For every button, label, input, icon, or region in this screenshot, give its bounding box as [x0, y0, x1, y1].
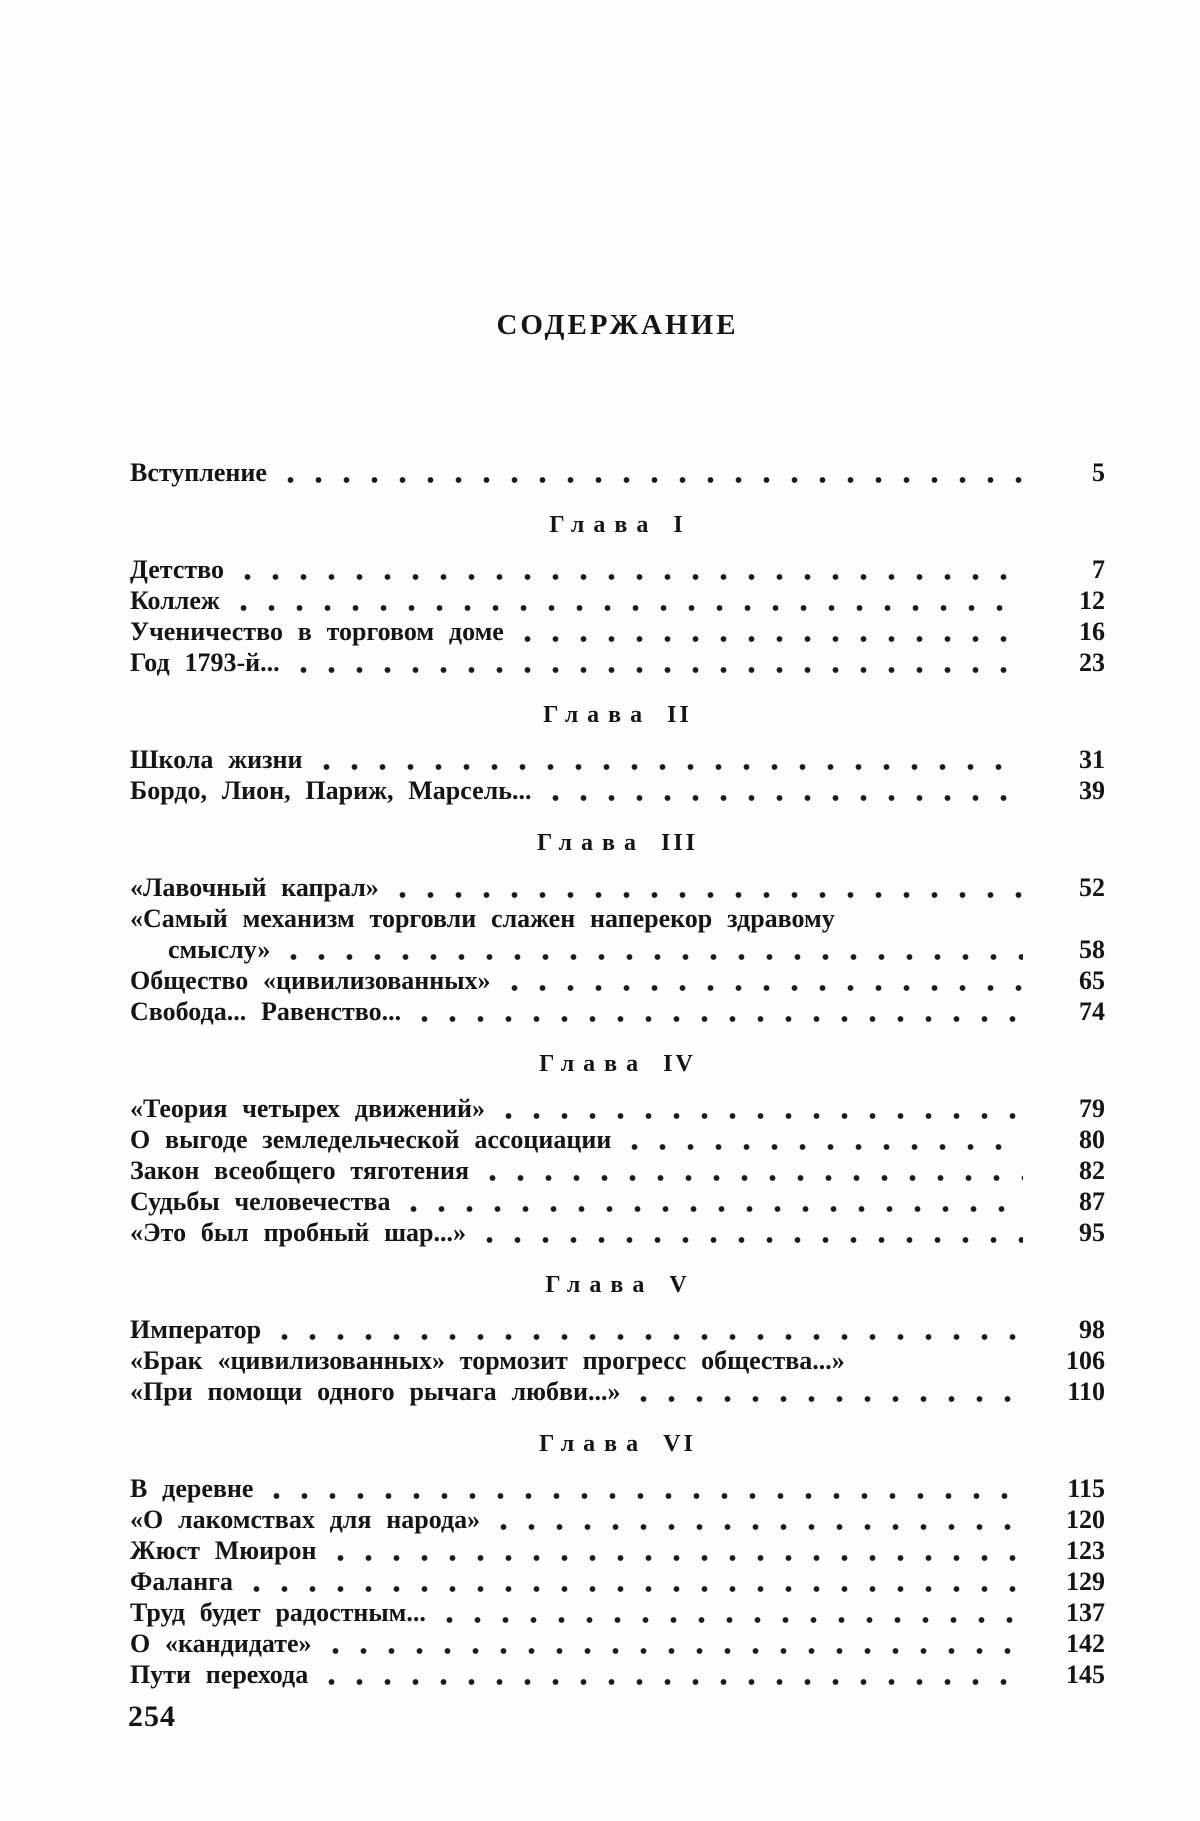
- dot-leader: [337, 1554, 1023, 1562]
- entry-page: 145: [1066, 1660, 1105, 1689]
- entry-title: Пути перехода: [130, 1660, 309, 1689]
- entry-page: 5: [1092, 458, 1105, 487]
- entry-title: Фаланга: [130, 1567, 233, 1596]
- dot-leader: [505, 1112, 1023, 1120]
- toc-entry: [130, 1597, 1105, 1628]
- toc-entry: [130, 1504, 1105, 1535]
- dot-leader: [300, 666, 1023, 674]
- entry-title: Бордо, Лион, Париж, Марсель...: [130, 776, 532, 805]
- dot-leader: [640, 1395, 1023, 1403]
- entry-title: Труд будет радостным...: [130, 1598, 426, 1627]
- entry-page: 7: [1092, 555, 1105, 584]
- chapter-numeral: V: [669, 1272, 690, 1298]
- chapter-word: Глава: [539, 1051, 648, 1077]
- entry-title: Вступление: [130, 458, 267, 487]
- entry-page: 79: [1079, 1094, 1105, 1123]
- toc-entry: [130, 585, 1105, 616]
- entry-title: «Это был пробный шар...»: [130, 1218, 467, 1247]
- dot-leader: [244, 573, 1023, 581]
- toc-entry: [130, 616, 1105, 647]
- entry-title: Судьбы человечества: [130, 1187, 391, 1216]
- dot-leader: [489, 1174, 1023, 1182]
- toc-entry: [130, 775, 1105, 806]
- toc-entry: [130, 1376, 1105, 1407]
- dot-leader: [410, 1205, 1023, 1213]
- dot-leader: [273, 1492, 1023, 1500]
- toc-entry: [130, 1473, 1105, 1504]
- dot-leader: [552, 794, 1023, 802]
- toc-entry: [130, 1217, 1105, 1248]
- dot-leader: [253, 1585, 1023, 1593]
- entry-title: «О лакомствах для народа»: [130, 1505, 481, 1534]
- entry-page: 23: [1079, 648, 1105, 677]
- entry-title: «Лавочный капрал»: [130, 873, 379, 902]
- entry-title: О «кандидате»: [130, 1629, 312, 1658]
- dot-leader: [290, 953, 1023, 961]
- entry-page: 80: [1079, 1125, 1105, 1154]
- chapter-word: Глава: [536, 830, 645, 856]
- entry-title: «Самый механизм торговли слажен наперекор здравому: [130, 904, 835, 933]
- entry-page: 39: [1079, 776, 1105, 805]
- toc-entry: [130, 647, 1105, 678]
- toc-entry: [130, 1155, 1105, 1186]
- dot-leader: [841, 922, 1089, 930]
- chapter-word: Глава: [545, 1272, 654, 1298]
- entry-title: Школа жизни: [130, 745, 303, 774]
- entry-title: Император: [130, 1315, 262, 1344]
- chapter-numeral: VI: [663, 1431, 696, 1457]
- toc-entry: [130, 1345, 1105, 1376]
- dot-leader: [851, 1364, 1023, 1372]
- page-title: СОДЕРЖАНИЕ: [496, 309, 739, 341]
- chapter-numeral: I: [673, 512, 686, 538]
- toc-entry: [130, 1314, 1105, 1345]
- entry-page: 98: [1079, 1315, 1105, 1344]
- toc-entry: [130, 457, 1105, 488]
- dot-leader: [281, 1333, 1023, 1341]
- chapter-heading-5: [130, 1270, 1105, 1301]
- toc-entry-wrap-line1: [130, 903, 1105, 934]
- chapter-numeral: IV: [663, 1051, 696, 1077]
- entry-page: 120: [1066, 1505, 1105, 1534]
- entry-page: 115: [1067, 1474, 1105, 1503]
- entry-page: 123: [1066, 1536, 1105, 1565]
- chapter-numeral: III: [660, 830, 699, 856]
- entry-title: «При помощи одного рычага любви...»: [130, 1377, 621, 1406]
- entry-page: 16: [1079, 617, 1105, 646]
- dot-leader: [500, 1523, 1023, 1531]
- entry-title: Ученичество в торговом доме: [130, 617, 504, 646]
- toc-entry: [130, 744, 1105, 775]
- entry-page: 95: [1079, 1218, 1105, 1247]
- dot-leader: [524, 635, 1023, 643]
- entry-page: 129: [1066, 1567, 1105, 1596]
- entry-page: 106: [1066, 1346, 1105, 1375]
- dot-leader: [446, 1616, 1023, 1624]
- toc-entry: [130, 1535, 1105, 1566]
- dot-leader: [240, 604, 1023, 612]
- entry-title: О выгоде земледельческой ассоциации: [130, 1125, 612, 1154]
- entry-title: Закон всеобщего тяготения: [130, 1156, 470, 1185]
- toc-entry: [130, 965, 1105, 996]
- dot-leader: [631, 1143, 1023, 1151]
- toc-entry: [130, 1093, 1105, 1124]
- dot-leader: [486, 1236, 1023, 1244]
- toc-entry: [130, 1186, 1105, 1217]
- entry-page: 110: [1067, 1377, 1105, 1406]
- toc-entry: [130, 1628, 1105, 1659]
- entry-title: В деревне: [130, 1474, 254, 1503]
- entry-title: Жюст Мюирон: [130, 1536, 317, 1565]
- entry-title: Коллеж: [130, 586, 220, 615]
- entry-page: 137: [1066, 1598, 1105, 1627]
- entry-title: Детство: [130, 555, 225, 584]
- toc-entry: [130, 554, 1105, 585]
- toc-entry-wrap-line2: [130, 934, 1105, 965]
- chapter-heading-6: [130, 1429, 1105, 1460]
- chapter-heading-2: [130, 700, 1105, 731]
- toc-entry: [130, 1566, 1105, 1597]
- entry-title: «Брак «цивилизованных» тормозит прогресс общества...»: [130, 1346, 845, 1375]
- dot-leader: [287, 476, 1023, 484]
- toc-entry: [130, 996, 1105, 1027]
- toc-entry: [130, 872, 1105, 903]
- dot-leader: [421, 1015, 1023, 1023]
- chapter-word: Глава: [549, 512, 658, 538]
- dot-leader: [323, 763, 1024, 771]
- entry-page: 82: [1079, 1156, 1105, 1185]
- chapter-heading-3: [130, 828, 1105, 859]
- entry-title: Год 1793-й...: [130, 648, 280, 677]
- entry-title: Общество «цивилизованных»: [130, 966, 491, 995]
- chapter-word: Глава: [539, 1431, 648, 1457]
- entry-page: 31: [1079, 745, 1105, 774]
- toc-content: [130, 0, 1105, 1690]
- entry-title: Свобода... Равенство...: [130, 997, 402, 1026]
- dot-leader: [328, 1678, 1023, 1686]
- entry-page: 58: [1079, 935, 1105, 964]
- toc-entry: [130, 1659, 1105, 1690]
- entry-page: 52: [1079, 873, 1105, 902]
- entry-page: 142: [1066, 1629, 1105, 1658]
- toc-entry: [130, 1124, 1105, 1155]
- entry-title: «Теория четырех движений»: [130, 1094, 485, 1123]
- page-folio-number: 254: [128, 1700, 176, 1733]
- entry-title-continuation: смыслу»: [168, 935, 271, 964]
- entry-page: 65: [1079, 966, 1105, 995]
- entry-page: 87: [1079, 1187, 1105, 1216]
- dot-leader: [332, 1647, 1023, 1655]
- chapter-heading-1: [130, 510, 1105, 541]
- entry-page: 12: [1079, 586, 1105, 615]
- chapter-numeral: II: [667, 702, 692, 728]
- dot-leader: [399, 891, 1023, 899]
- dot-leader: [511, 984, 1023, 992]
- entry-page: 74: [1079, 997, 1105, 1026]
- chapter-word: Глава: [543, 702, 652, 728]
- chapter-heading-4: [130, 1049, 1105, 1080]
